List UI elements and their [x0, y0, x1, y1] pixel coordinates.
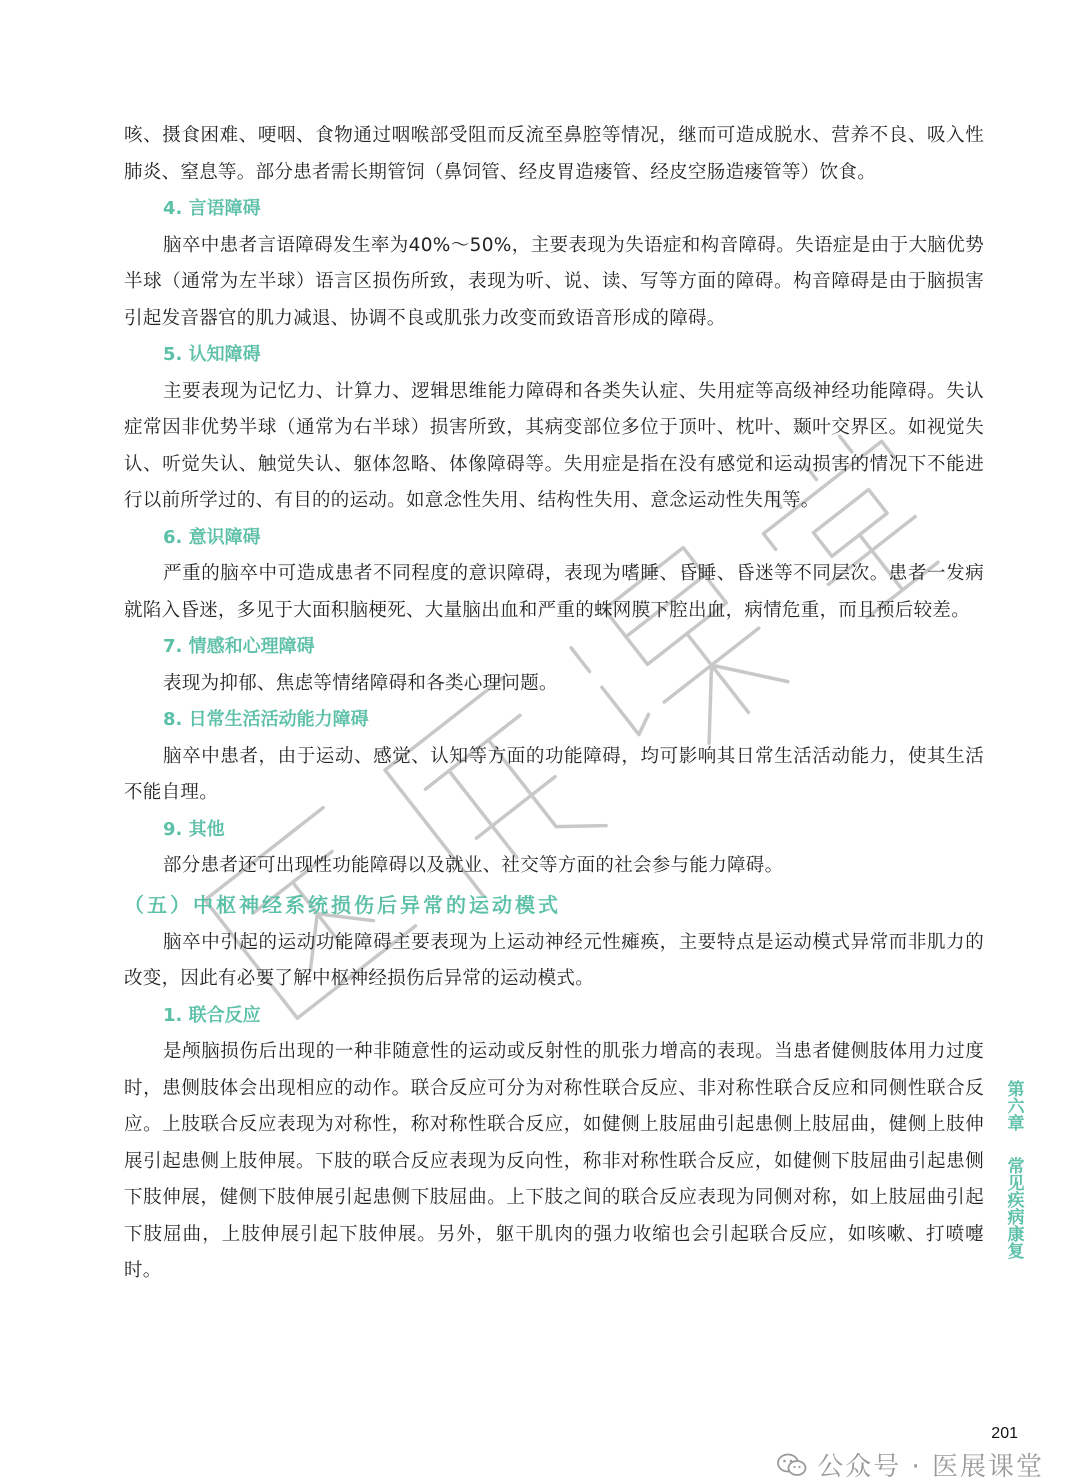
section-heading: 5. 认知障碍 — [163, 344, 261, 365]
wechat-footer-mark — [777, 1446, 1044, 1483]
body-paragraph: 脑卒中患者言语障碍发生率为40%～50%，主要表现为失语症和构音障碍。失语症是由于大脑优势半球（通常为左半球）语言区损伤所致，表现为听、说、读、写等方面的障碍。构音障碍是由于脑损害引起发音器官的肌力减退、协调不良或肌张力改变而致语音形成的障碍。 — [124, 234, 984, 329]
chapter-title: 常见疾病康复 — [1003, 1157, 1024, 1259]
section-heading: 1. 联合反应 — [163, 1004, 261, 1026]
section-heading: 8. 日常生活活动能力障碍 — [163, 709, 369, 730]
body-paragraph: 脑卒中引起的运动功能障碍主要表现为上运动神经元性瘫痪，主要特点是运动模式异常而非肌力的改变，因此有必要了解中枢神经损伤后异常的运动模式。 — [124, 931, 984, 989]
body-paragraph: 咳、摄食困难、哽咽、食物通过咽喉部受阻而反流至鼻腔等情况，继而可造成脱水、营养不良、吸入性肺炎、窒息等。部分患者需长期管饲（鼻饲管、经皮胃造瘘管、经皮空肠造瘘管等）饮食。 — [124, 125, 984, 183]
subsection-heading: （五）中枢神经系统损伤后异常的运动模式 — [124, 892, 561, 917]
body-paragraph: 严重的脑卒中可造成患者不同程度的意识障碍，表现为嗜睡、昏睡、昏迷等不同层次。患者一发病就陷入昏迷，多见于大面积脑梗死、大量脑出血和严重的蛛网膜下腔出血，病情危重，而且预后较差。 — [124, 563, 984, 621]
chapter-label: 第六章 — [1003, 1080, 1024, 1131]
page-body — [124, 118, 984, 1290]
page-number: 201 — [991, 1425, 1018, 1442]
body-paragraph: 主要表现为记忆力、计算力、逻辑思维能力障碍和各类失认症、失用症等高级神经功能障碍。失认症常因非优势半球（通常为右半球）损害所致，其病变部位多位于顶叶、枕叶、颞叶交界区。如视觉失认、听觉失认、触觉失认、躯体忽略、体像障碍等。失用症是指在没有感觉和运动损害的情况下不能进行以前所学过的、有目的的运动。如意念性失用、结构性失用、意念运动性失用等。 — [124, 380, 984, 511]
section-heading: 9. 其他 — [163, 818, 225, 840]
section-heading: 7. 情感和心理障碍 — [163, 636, 315, 657]
body-paragraph: 部分患者还可出现性功能障碍以及就业、社交等方面的社会参与能力障碍。 — [163, 855, 784, 876]
body-paragraph: 脑卒中患者，由于运动、感觉、认知等方面的功能障碍，均可影响其日常生活活动能力，使其生活不能自理。 — [124, 745, 984, 803]
section-heading: 6. 意识障碍 — [163, 526, 261, 548]
wechat-account-label: 公众号 · 医展课堂 — [817, 1452, 1044, 1482]
chapter-side-tab — [1000, 1080, 1026, 1265]
body-paragraph: 是颅脑损伤后出现的一种非随意性的运动或反射性的肌张力增高的表现。当患者健侧肢体用力过度时，患侧肢体会出现相应的动作。联合反应可分为对称性联合反应、非对称性联合反应和同侧性联合反应。上肢联合反应表现为对称性，称对称性联合反应，如健侧上肢屈曲引起患侧上肢屈曲，健侧上肢伸展引起患侧上肢伸展。下肢的联合反应表现为反向性，称非对称性联合反应，如健侧下肢屈曲引起患侧下肢伸展，健侧下肢伸展引起患侧下肢屈曲。上下肢之间的联合反应表现为同侧对称，如上肢屈曲引起下肢屈曲，上肢伸展引起下肢伸展。另外，躯干肌肉的强力收缩也会引起联合反应，如咳嗽、打喷嚏时。 — [124, 1041, 984, 1281]
section-heading: 4. 言语障碍 — [163, 198, 261, 219]
body-paragraph: 表现为抑郁、焦虑等情绪障碍和各类心理问题。 — [163, 672, 558, 694]
wechat-icon — [777, 1453, 807, 1477]
